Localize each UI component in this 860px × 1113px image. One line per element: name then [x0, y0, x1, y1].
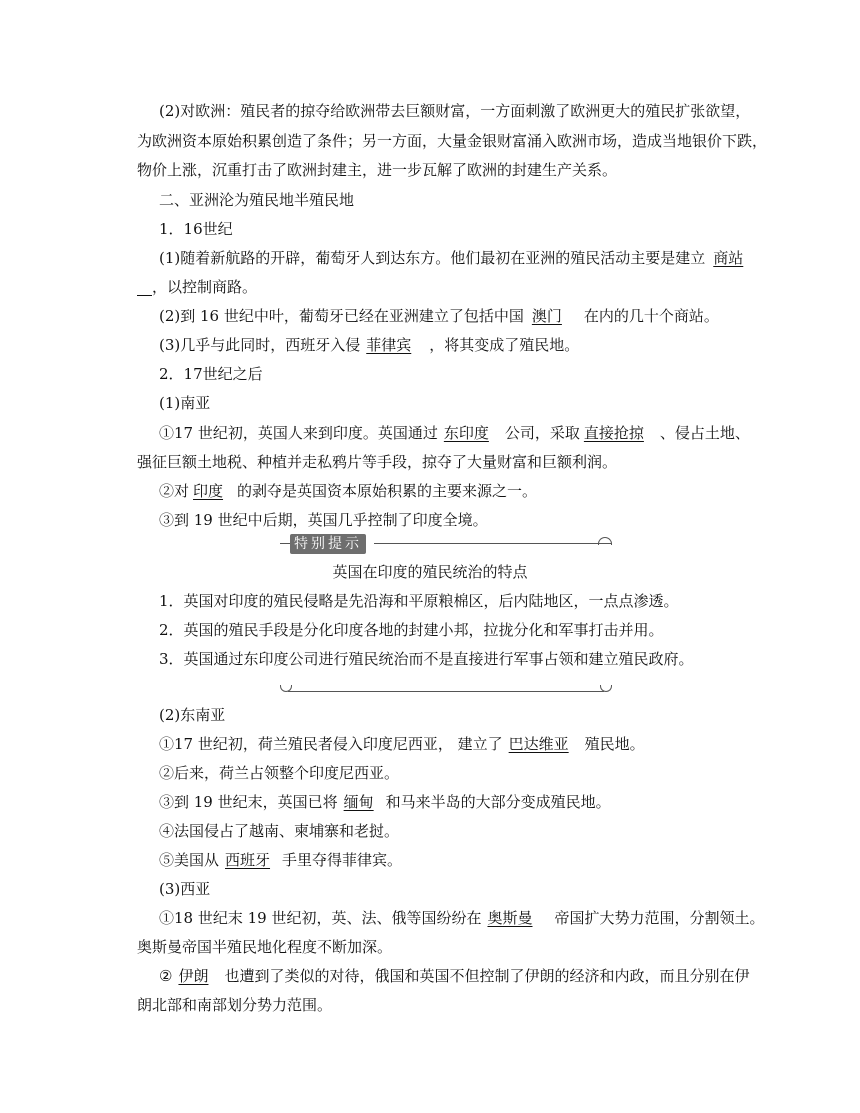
- item-16-1: [159, 248, 745, 268]
- text: 和马来半岛的大部分变成殖民地。: [385, 793, 611, 811]
- text: 公司，采取: [504, 424, 580, 442]
- text: 也遭到了类似的对待，俄国和英国不但控制了伊朗的经济和内政，而且分别在伊: [224, 967, 750, 985]
- subheading-16th-century: 1．16世纪: [159, 220, 233, 238]
- item-sea-1: [159, 734, 645, 754]
- text: ③到 19 世纪末，英国已将: [159, 793, 338, 811]
- tip-item-3: 3．英国通过东印度公司进行殖民统治而不是直接进行军事占领和建立殖民政府。: [159, 650, 694, 668]
- divider-curl: [598, 537, 612, 545]
- item-16-1-cont: [137, 277, 257, 297]
- divider: [374, 543, 612, 544]
- text: 的剥夺是英国资本原始积累的主要来源之一。: [237, 482, 538, 500]
- item-sa-3: ③到 19 世纪中后期，英国几乎控制了印度全境。: [159, 511, 488, 529]
- divider: [288, 691, 604, 692]
- special-tip-banner: [280, 533, 612, 555]
- fill-blank-answer: 印度: [193, 482, 224, 500]
- tip-item-2: 2．英国的殖民手段是分化印度各地的封建小邦，拉拢分化和军事打击并用。: [159, 621, 664, 639]
- item-wa-1: [159, 908, 765, 928]
- tip-item-1: 1．英国对印度的殖民侵略是先沿海和平原粮棉区，后内陆地区，一点点渗透。: [159, 592, 679, 610]
- item-sea-2: ②后来，荷兰占领整个印度尼西亚。: [159, 764, 400, 782]
- special-tip-badge: 特别提示: [290, 534, 366, 554]
- text: ①18 世纪末 19 世纪初，英、法、俄等国纷纷在: [159, 909, 482, 927]
- label-southeast-asia: (2)东南亚: [159, 706, 226, 724]
- text: ①17 世纪初，英国人来到印度。英国通过: [159, 424, 438, 442]
- item-sea-5: [159, 850, 402, 870]
- fill-blank-answer: 直接抢掠: [583, 424, 644, 442]
- fill-blank-answer: 奥斯曼: [487, 909, 533, 927]
- text: 殖民地。: [584, 735, 645, 753]
- fill-blank-answer: 东印度: [443, 424, 489, 442]
- item-sea-4: ④法国侵占了越南、柬埔寨和老挝。: [159, 822, 400, 840]
- item-16-2: [159, 306, 719, 326]
- item-sa-1: [159, 423, 750, 443]
- tip-title: 英国在印度的殖民统治的特点: [332, 563, 528, 581]
- item-wa-1-cont: 奥斯曼帝国半殖民地化程度不断加深。: [137, 938, 393, 956]
- item-sa-1-cont: 强征巨额土地税、种植并走私鸦片等手段，掠夺了大量财富和巨额利润。: [137, 453, 618, 471]
- item-wa-2-cont: 朗北部和南部划分势力范围。: [137, 996, 333, 1014]
- item-sa-2: [159, 481, 537, 501]
- fill-blank-answer: 缅甸: [343, 793, 374, 811]
- text: ②: [159, 967, 173, 985]
- item-wa-2: [159, 966, 749, 986]
- fill-blank-answer: 巴达维亚: [508, 735, 569, 753]
- text: ②对: [159, 482, 190, 500]
- text: (3)几乎与此同时，西班牙入侵: [159, 336, 361, 354]
- label-south-asia: (1)南亚: [159, 394, 211, 412]
- fill-blank-answer: 西班牙: [225, 851, 271, 869]
- text: ，将其变成了殖民地。: [429, 336, 580, 354]
- para-europe-line2: 为欧洲资本原始积累创造了条件；另一方面，大量金银财富涌入欧洲市场，造成当地银价下跌，: [137, 132, 768, 150]
- item-sea-3: [159, 792, 611, 812]
- text: (1)随着新航路的开辟，葡萄牙人到达东方。他们最初在亚洲的殖民活动主要是建立: [159, 249, 706, 267]
- fill-blank-answer: 澳门: [531, 307, 562, 325]
- fill-blank-answer: 伊朗: [178, 967, 209, 985]
- fill-blank-answer: 商站: [713, 249, 744, 267]
- text: ⑤美国从: [159, 851, 220, 869]
- text: 、侵占土地、: [659, 424, 750, 442]
- para-europe-line1: (2)对欧洲：殖民者的掠夺给欧洲带去巨额财富，一方面刺激了欧洲更大的殖民扩张欲望，: [159, 102, 751, 120]
- text: 在内的几十个商站。: [583, 307, 719, 325]
- divider-curl: [600, 685, 612, 692]
- subheading-17th-century: 2．17世纪之后: [159, 365, 263, 383]
- text: 手里夺得菲律宾。: [282, 851, 403, 869]
- label-west-asia: (3)西亚: [159, 880, 211, 898]
- section-heading-asia: 二、亚洲沦为殖民地半殖民地: [159, 191, 355, 209]
- text: ①17 世纪初，荷兰殖民者侵入印度尼西亚， 建立了: [159, 735, 503, 753]
- para-europe-line3: 物价上涨，沉重打击了欧洲封建主，进一步瓦解了欧洲的封建生产关系。: [137, 161, 618, 179]
- tip-box-bottom: [280, 683, 612, 693]
- text: (2)到 16 世纪中叶，葡萄牙已经在亚洲建立了包括中国: [159, 307, 524, 325]
- text: 帝国扩大势力范围，分割领土。: [554, 909, 765, 927]
- fill-blank-answer: 菲律宾: [366, 336, 412, 354]
- item-16-3: [159, 335, 579, 355]
- divider: [280, 543, 290, 544]
- text: ，以控制商路。: [152, 278, 258, 296]
- fill-blank-tail: __: [137, 278, 152, 296]
